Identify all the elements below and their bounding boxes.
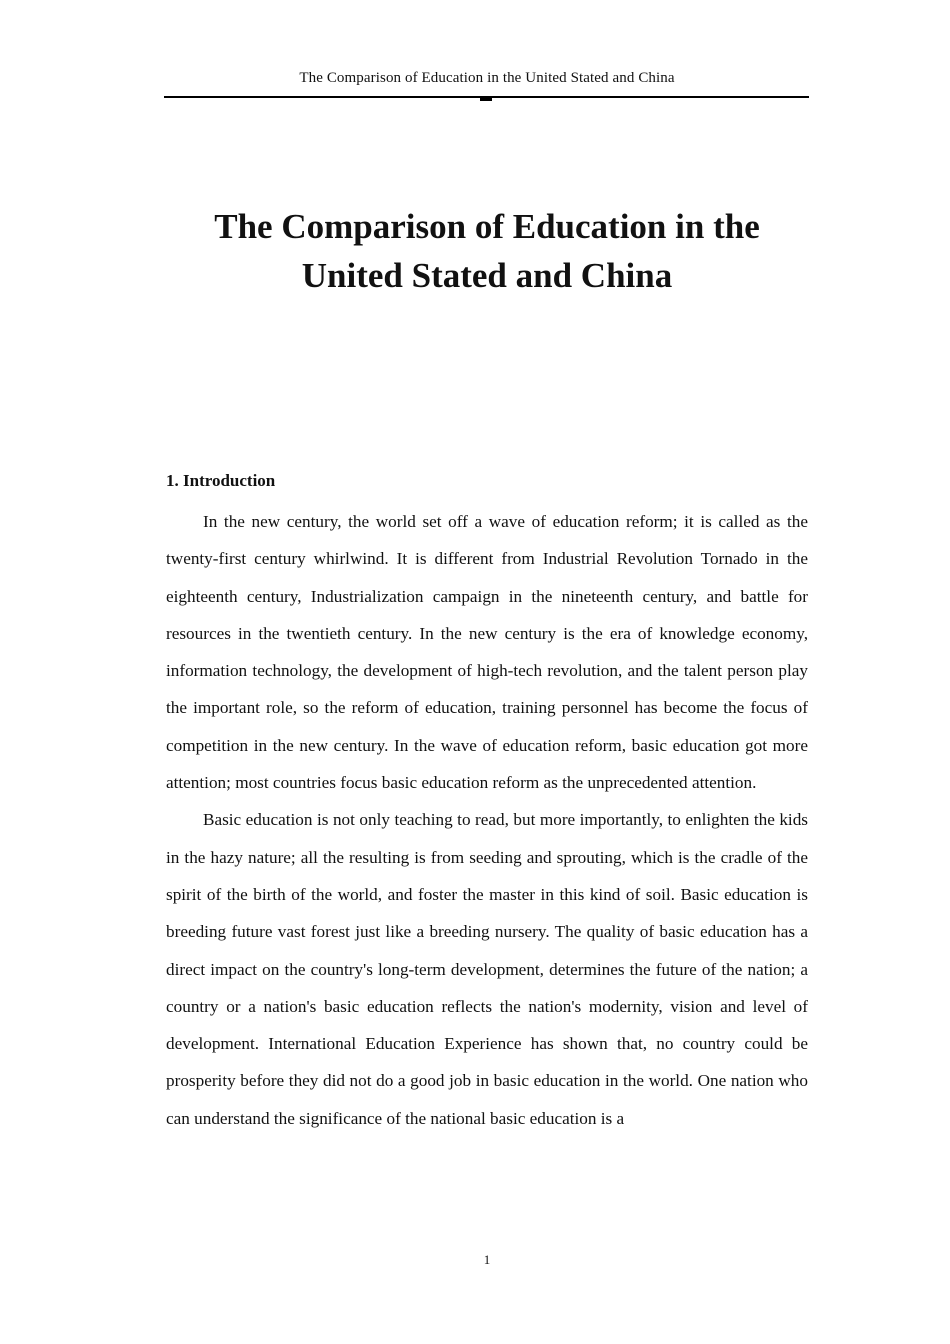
section-body xyxy=(166,503,808,1137)
document-title xyxy=(166,202,808,300)
header-rule-mark xyxy=(480,98,492,101)
paragraph-1: In the new century, the world set off a wave of education reform; it is called as the twenty-first century whirlwind. It is different from Industrial Revolution Tornado in the eighteenth century, Industrialization campaign in the nineteenth century, and battle for resources in the twentieth century. In the new century is the era of knowledge economy, information technology, the development of high-tech revolution, and the talent person play the important role, so the reform of education, training personnel has become the focus of competition in the new century. In the wave of education reform, basic education got more attention; most countries focus basic education reform as the unprecedented attention. xyxy=(166,512,808,793)
section-heading-introduction: 1. Introduction xyxy=(166,471,276,490)
document-title-line-1: The Comparison of Education in the xyxy=(214,207,760,246)
paragraph-2: Basic education is not only teaching to read, but more importantly, to enlighten the kids in the hazy nature; all the resulting is from seeding and sprouting, which is the cradle of the spirit of the birth of the world, and foster the master in this kind of soil. Basic education is breeding future vast forest just like a breeding nursery. The quality of basic education has a direct impact on the country's long-term development, determines the future of the nation; a country or a nation's basic education reflects the nation's modernity, vision and level of development. International Education Experience has shown that, no country could be prosperity before they did not do a good job in basic education in the world. One nation who can understand the significance of the national basic education is a xyxy=(166,810,808,1128)
page-number: 1 xyxy=(483,1252,491,1267)
running-header: The Comparison of Education in the United Stated and China xyxy=(299,70,675,86)
document-title-line-2: United Stated and China xyxy=(301,256,673,295)
